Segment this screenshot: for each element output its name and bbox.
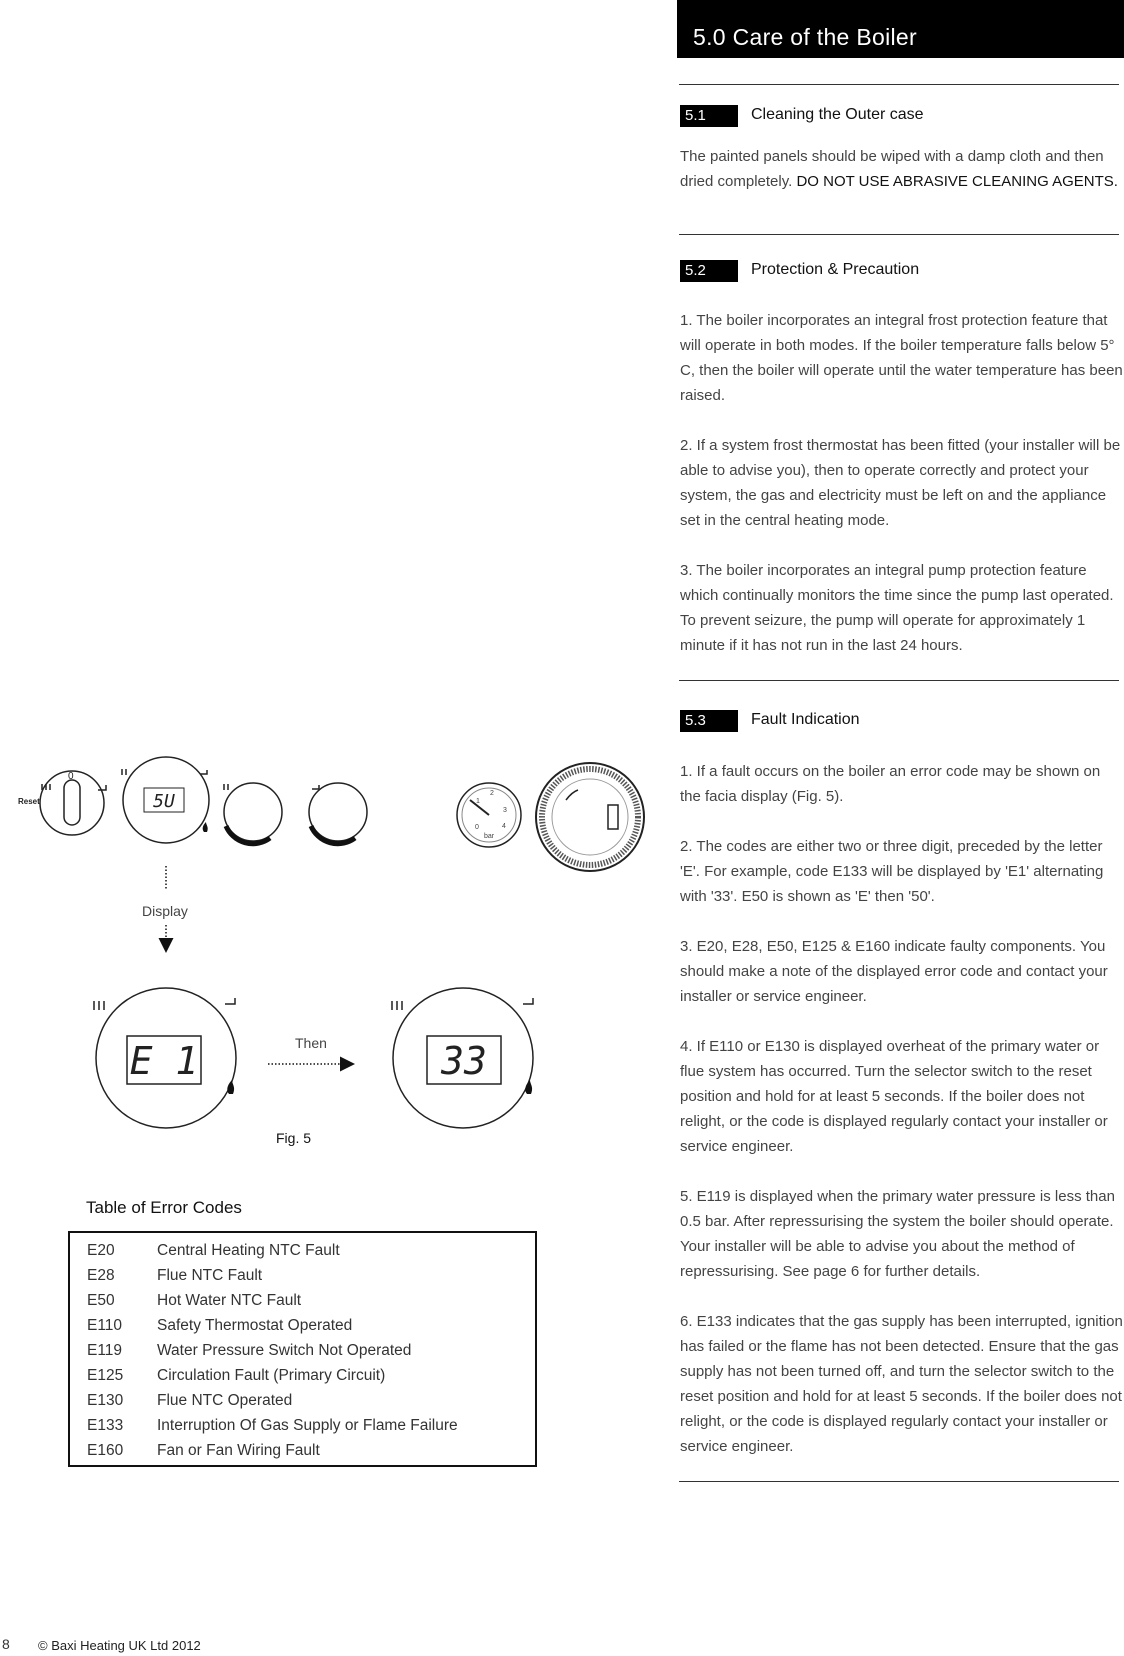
warning-text: DO NOT USE ABRASIVE CLEANING AGENTS. (796, 173, 1118, 190)
reset-label: Reset (18, 797, 40, 806)
error-description: Safety Thermostat Operated (157, 1317, 353, 1334)
radiator-icon (392, 1001, 402, 1010)
gauge-unit: bar (484, 833, 495, 840)
svg-text:1: 1 (476, 798, 480, 805)
table-row (87, 1413, 458, 1438)
page-number: 8 (2, 1636, 10, 1652)
paragraph: 2. If a system frost thermostat has been fitted (your installer will be able to advise you), then to operate correctly and protect your system, the gas and electricity must be left on and the appliance set in the central heating mode. (680, 437, 1121, 529)
section-number: 5.3 (680, 710, 738, 732)
table-row (87, 1338, 411, 1363)
paragraph: 5. E119 is displayed when the primary water pressure is less than 0.5 bar. After repressurising the system the boiler should operate. Your installer will be able to advise you about the method of repressurising. See page 6 for further details. (680, 1188, 1115, 1280)
paragraph: 2. The codes are either two or three digit, preceded by the letter 'E'. For example, code E133 will be displayed by 'E1' alternating with '33'. E50 is shown as 'E' then '50'. (680, 838, 1104, 905)
section-number: 5.1 (680, 105, 738, 127)
divider (679, 234, 1119, 235)
svg-text:2: 2 (490, 790, 494, 797)
table-row (87, 1363, 385, 1388)
zero-label: 0 (68, 771, 74, 782)
table-row (87, 1238, 340, 1263)
copyright: © Baxi Heating UK Ltd 2012 (38, 1638, 201, 1653)
svg-text:4: 4 (502, 823, 506, 830)
divider (679, 680, 1119, 681)
divider (679, 84, 1119, 85)
error-code-table (68, 1231, 537, 1467)
error-code-display: 33 (441, 1039, 487, 1083)
hot-water-temperature-knob (309, 783, 367, 844)
error-description: Flue NTC Fault (157, 1267, 263, 1284)
body-text: The painted panels should be wiped with a damp cloth and then dried completely. (680, 148, 1104, 190)
boiler-fault-figure (0, 0, 660, 1180)
display-reading: 5U (153, 791, 175, 812)
display-label: Display (142, 903, 188, 919)
error-code: E20 (87, 1242, 115, 1259)
error-code: E130 (87, 1392, 124, 1409)
divider (679, 1481, 1119, 1482)
error-code: E119 (87, 1342, 123, 1359)
section-body (680, 759, 1123, 1484)
flame-icon (227, 1080, 234, 1094)
section-body (680, 144, 1123, 194)
error-code: E50 (87, 1292, 115, 1309)
radiator-icon (224, 784, 228, 790)
error-description: Water Pressure Switch Not Operated (157, 1342, 412, 1359)
table-row (87, 1313, 352, 1338)
radiator-icon (94, 1001, 104, 1010)
flame-icon (203, 822, 208, 832)
paragraph: 3. E20, E28, E50, E125 & E160 indicate faulty components. You should make a note of the displayed error code and contact your installer or service engineer. (680, 938, 1108, 1005)
error-description: Interruption Of Gas Supply or Flame Failure (157, 1417, 458, 1434)
table-row (87, 1288, 301, 1313)
figure-caption: Fig. 5 (276, 1130, 312, 1146)
error-code: E125 (87, 1367, 124, 1384)
error-code: E160 (87, 1442, 124, 1459)
error-description: Fan or Fan Wiring Fault (157, 1442, 320, 1459)
svg-text:3: 3 (503, 807, 507, 814)
section-title: Fault Indication (751, 711, 860, 728)
heating-temperature-knob (224, 783, 282, 844)
paragraph: 4. If E110 or E130 is displayed overheat of the primary water or flue system has occurred. Turn the selector switch to the reset position and hold for at least 5 seconds. If the boiler does not relight, or the code is displayed regularly contact your installer or service engineer. (680, 1038, 1108, 1155)
paragraph: 1. If a fault occurs on the boiler an error code may be shown on the facia display (Fig. 5). (680, 763, 1101, 805)
error-code-display: E 1 (129, 1039, 199, 1083)
section-title: Protection & Precaution (751, 261, 920, 278)
tap-icon (225, 998, 235, 1004)
error-description: Circulation Fault (Primary Circuit) (157, 1367, 386, 1384)
tap-icon (200, 770, 207, 774)
error-table-title: Table of Error Codes (86, 1198, 242, 1217)
boiler-controls-illustration (0, 0, 660, 1180)
then-label: Then (295, 1035, 327, 1051)
flame-icon (525, 1080, 532, 1094)
error-description: Hot Water NTC Fault (157, 1292, 302, 1309)
error-description: Flue NTC Operated (157, 1392, 293, 1409)
paragraph: 3. The boiler incorporates an integral pump protection feature which continually monitors the time since the pump last operated. To prevent seizure, the pump will operate for approximately 1 minute if it has not run in the last 24 hours. (680, 562, 1114, 654)
table-row (87, 1388, 292, 1413)
error-code: E110 (87, 1317, 123, 1334)
radiator-icon (122, 769, 126, 775)
svg-text:0: 0 (475, 824, 479, 831)
error-description: Central Heating NTC Fault (157, 1242, 340, 1259)
error-code: E133 (87, 1417, 124, 1434)
section-number: 5.2 (680, 260, 738, 282)
page-title: 5.0 Care of the Boiler (693, 24, 917, 50)
paragraph: 1. The boiler incorporates an integral frost protection feature that will operate in both modes. If the boiler temperature falls below 5° C, then the boiler will operate until the water temperature has been raised. (680, 312, 1123, 404)
section-body (680, 308, 1123, 683)
timer-dial (536, 763, 644, 871)
paragraph: 6. E133 indicates that the gas supply has been interrupted, ignition has failed or the flame has not been detected. Ensure that the gas supply has not been turned off, and turn the selector switch to the reset position and hold for at least 5 seconds. If the boiler does not relight, or the code is displayed regularly contact your installer or service engineer. (680, 1313, 1123, 1455)
section-title: Cleaning the Outer case (751, 106, 924, 123)
tap-icon (312, 785, 319, 789)
table-row (87, 1263, 262, 1288)
error-code: E28 (87, 1267, 115, 1284)
tap-icon (523, 998, 533, 1004)
table-row (87, 1438, 320, 1463)
